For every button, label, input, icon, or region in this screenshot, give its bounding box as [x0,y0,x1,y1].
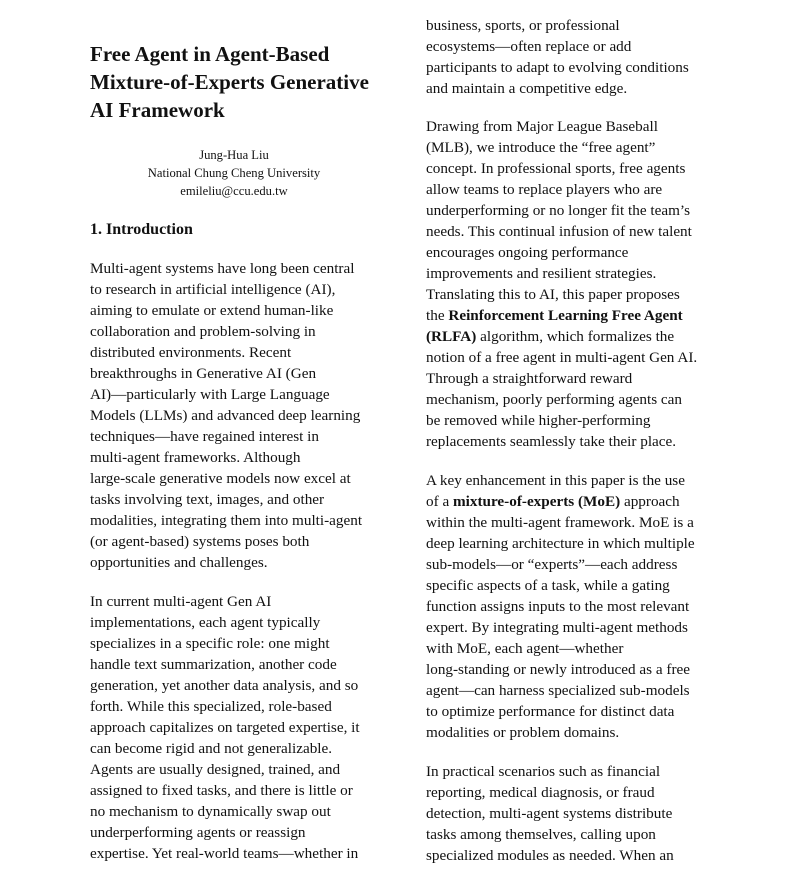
text-line: replacements seamlessly take their place. [426,433,677,450]
title-line: Free Agent in Agent-Based [90,42,330,66]
text-line: In current multi-agent Gen AI [90,593,272,610]
text-line: underperforming agents or reassign [90,824,306,841]
text-line: aiming to emulate or extend human-like [90,302,334,319]
text-line: approach capitalizes on targeted expertise, it [90,719,360,736]
text-line: reporting, medical diagnosis, or fraud [426,784,655,801]
text-line: specializes in a specific role: one might [90,635,330,652]
text-line: modalities, integrating them into multi-agent [90,512,363,529]
text-line: assigned to fixed tasks, and there is little or [90,782,353,799]
text-line: implementations, each agent typically [90,614,321,631]
text-line: modalities or problem domains. [426,724,620,741]
author-name: Jung-Hua Liu [199,148,269,162]
title-line: Mixture-of-Experts Generative [90,70,369,94]
text-line: and maintain a competitive edge. [426,80,628,97]
text-line: with MoE, each agent—whether [426,640,624,657]
moe-term: mixture-of-experts (MoE) [453,493,621,510]
text-line [426,305,726,326]
intro-paragraph-4 [426,470,726,743]
text-line: distributed environments. Recent [90,344,292,361]
text-line: specific aspects of a task, while a gating [426,577,670,594]
text-line: needs. This continual infusion of new talent [426,223,692,240]
text-line: improvements and resilient strategies. [426,265,657,282]
text-line: In practical scenarios such as financial [426,763,661,780]
text-line: AI)—particularly with Large Language [90,386,330,403]
text-line: no mechanism to dynamically swap out [90,803,331,820]
text-line: (MLB), we introduce the “free agent” [426,139,656,156]
text-line: Drawing from Major League Baseball [426,118,658,135]
text-line: specialized modules as needed. When an [426,847,674,864]
intro-paragraph-5 [426,761,726,866]
text-line: opportunities and challenges. [90,554,268,571]
text-line: detection, multi-agent systems distribute [426,805,673,822]
text-line: encourages ongoing performance [426,244,629,261]
text-line: mechanism, poorly performing agents can [426,391,682,408]
text-line: techniques—have regained interest in [90,428,319,445]
section-heading: 1. Introduction [90,221,193,238]
continued-paragraph [426,15,726,99]
text-line: large-scale generative models now excel at [90,470,351,487]
text-line: be removed while higher-performing [426,412,651,429]
author-block [90,146,378,200]
intro-paragraph-3 [426,116,726,452]
text-line: concept. In professional sports, free agents [426,160,686,177]
text-fragment: the [426,307,449,324]
intro-paragraph-1 [90,258,390,573]
text-line: agent—can harness specialized sub-models [426,682,690,699]
text-line: Models (LLMs) and advanced deep learning [90,407,361,424]
text-line: function assigns inputs to the most relevant [426,598,690,615]
text-line: to research in artificial intelligence (AI), [90,281,336,298]
text-line: within the multi-agent framework. MoE is a [426,514,694,531]
intro-paragraph-2 [90,591,390,864]
text-line [426,326,726,347]
text-fragment: of a [426,493,453,510]
text-line: tasks among themselves, calling upon [426,826,656,843]
text-line: generation, yet another data analysis, and so [90,677,359,694]
text-line: participants to adapt to evolving conditions [426,59,689,76]
title-line: AI Framework [90,98,225,122]
text-line: deep learning architecture in which multiple [426,535,695,552]
text-line: handle text summarization, another code [90,656,337,673]
text-line: to optimize performance for distinct data [426,703,675,720]
text-line: Translating this to AI, this paper proposes [426,286,680,303]
text-line [426,491,726,512]
text-line: tasks involving text, images, and other [90,491,325,508]
text-line: Through a straightforward reward [426,370,633,387]
author-affiliation: National Chung Cheng University [147,166,321,180]
text-line: (or agent-based) systems poses both [90,533,310,550]
text-line: multi-agent frameworks. Although [90,449,301,466]
author-email: emileliu@ccu.edu.tw [180,184,288,198]
text-line: forth. While this specialized, role-based [90,698,332,715]
text-fragment: approach [620,493,680,510]
text-line: A key enhancement in this paper is the use [426,472,685,489]
text-line: expert. By integrating multi-agent methods [426,619,688,636]
text-line: Multi-agent systems have long been central [90,260,355,277]
paper-title [90,40,390,124]
text-fragment: algorithm, which formalizes the [476,328,675,345]
text-line: allow teams to replace players who are [426,181,663,198]
text-line: long-standing or newly introduced as a free [426,661,691,678]
text-line: expertise. Yet real-world teams—whether in [90,845,359,862]
rlfa-term: Reinforcement Learning Free Agent [448,307,683,324]
text-line: collaboration and problem-solving in [90,323,316,340]
text-line: sub-models—or “experts”—each address [426,556,678,573]
text-line: business, sports, or professional [426,17,620,34]
text-line: breakthroughs in Generative AI (Gen [90,365,317,382]
rlfa-acronym: (RLFA) [426,328,477,345]
text-line: Agents are usually designed, trained, and [90,761,341,778]
text-line: ecosystems—often replace or add [426,38,632,55]
text-line: notion of a free agent in multi-agent Gen AI. [426,349,698,366]
text-line: can become rigid and not generalizable. [90,740,333,757]
text-line: underperforming or no longer fit the team’s [426,202,691,219]
